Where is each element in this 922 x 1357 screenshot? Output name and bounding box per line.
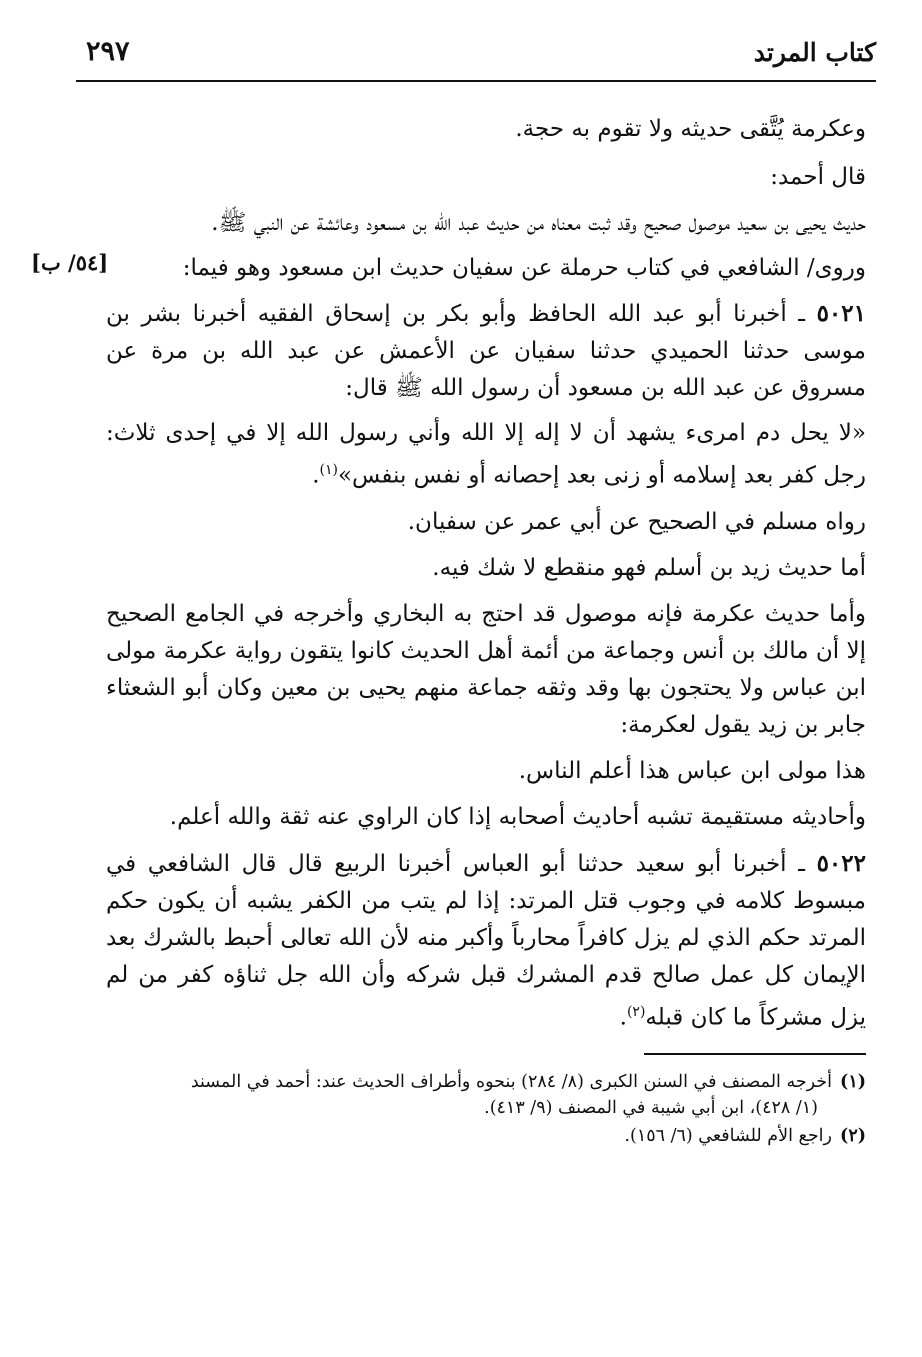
running-header: [76, 36, 876, 82]
footnote-marker-2: (٢): [626, 1003, 646, 1020]
footnote-marker-1: (١): [319, 462, 338, 478]
footnote-line: (١/ ٤٢٨)، ابن أبي شيبة في المصنف (٩/ ٤١٣).: [484, 1098, 818, 1119]
footnote-2: [106, 1123, 866, 1149]
hadith-number: ٥٠٢٢: [816, 849, 866, 877]
chapter-title: كتاب المرتد: [753, 38, 876, 67]
hadith-number: ٥٠٢١: [816, 300, 866, 327]
hadith-5022: ٥٠٢٢ ـ أخبرنا أبو سعيد حدثنا أبو العباس أخبرنا الربيع قال قال الشافعي في مبسوط كلامه في وجوب قتل المرتد: إذا لم يتب من الكفر يشبه أن يكون حكم المرتد حكم الذي لم يزل كافراً محارباً وأكبر منه لأن الله تعالى أحبط بالشرك بعد الإيمان كل عمل صالح قدم المشرك قبل شركه وأن الله جل ثناؤه كفر من لم يزل مشركاً ما كان قبله$^{(٢)}$.: [106, 849, 866, 1031]
footnote-separator: [644, 1053, 866, 1055]
footnotes: [106, 1069, 866, 1149]
hadith-quote: «لا يحل دم امرىء يشهد أن لا إله إلا الله وأني رسول الله إلا في إحدى ثلاث: رجل كفر بعد إسلامه أو زنى بعد إحصانه أو نفس بنفس»$^{(١)}$.: [106, 420, 866, 489]
paragraph-qala-ahmad: قال أحمد:: [770, 164, 866, 190]
paragraph-wa-rawa-text: وروى/ الشافعي في كتاب حرملة عن سفيان حديث ابن مسعود وهو فيما:: [182, 255, 866, 281]
hadith-5021: [106, 295, 866, 407]
main-text: [31, 102, 866, 1149]
hadith-text: ـ أخبرنا أبو سعيد حدثنا أبو العباس أخبرنا الربيع قال قال الشافعي في مبسوط كلامه في وجوب قتل المرتد: إذا لم يتب من الكفر يشبه أن يكون حكم المرتد حكم الذي لم يزل كافراً محارباً وأكبر منه لأن الله تعالى أحبط بالشرك بعد الإيمان كل عمل صالح قدم المشرك قبل شركه وأن الله جل ثناؤه كفر من لم يزل مشركاً ما كان قبله: [106, 850, 866, 1031]
folio-marker: [٥٤/ ب]: [31, 250, 109, 275]
paragraph-zayd: أما حديث زيد بن أسلم فهو منقطع لا شك فيه.: [432, 554, 866, 581]
footnote-line: راجع الأم للشافعي (٦/ ١٥٦).: [624, 1126, 832, 1147]
paragraph-wa-rawa: [31, 250, 866, 287]
quote-text: «لا يحل دم امرىء يشهد أن لا إله إلا الله وأني رسول الله إلا في إحدى ثلاث: رجل كفر بعد إسلامه أو زنى بعد إحصانه أو نفس بنفس»: [106, 420, 866, 489]
footnote-line: أخرجه المصنف في السنن الكبرى (٨/ ٢٨٤) بنحوه وأطراف الحديث عند: أحمد في المسند: [190, 1072, 832, 1093]
paragraph-ikrima-hadith: وأما حديث عكرمة فإنه موصول قد احتج به البخاري وأخرجه في الجامع الصحيح إلا أن مالك بن أنس وجماعة من أئمة أهل الحديث كانوا يتقون رواية عكرمة مولى ابن عباس ولا يحتجون بها وقد وثقه جماعة منهم يحيى بن معين وكان أبو الشعثاء جابر بن زيد يقول لعكرمة:: [106, 600, 866, 738]
paragraph-hadith-yahya: حديث يحيى بن سعيد موصول صحيح وقد ثبت معناه من حديث عبد الله بن مسعود وعائشة عن النبي ﷺ.: [211, 210, 866, 236]
paragraph-ahadithuhu: وأحاديثه مستقيمة تشبه أحاديث أصحابه إذا كان الراوي عنه ثقة والله أعلم.: [169, 803, 866, 830]
page-number: ٢٩٧: [86, 36, 130, 67]
paragraph-ikrima: وعكرمة يُتَّقى حديثه ولا تقوم به حجة.: [515, 116, 866, 142]
footnote-1: [106, 1069, 866, 1121]
footnote-number: (٢): [840, 1126, 866, 1147]
paragraph-muslim: رواه مسلم في الصحيح عن أبي عمر عن سفيان.: [407, 508, 866, 535]
hadith-text: ـ أخبرنا أبو عبد الله الحافظ وأبو بكر بن إسحاق الفقيه أخبرنا بشر بن موسى حدثنا الحميدي حدثنا سفيان عن الأعمش عن عبد الله بن مرة عن مسروق عن عبد الله بن مسعود أن رسول الله ﷺ قال:: [106, 301, 866, 401]
footnote-number: (١): [840, 1072, 866, 1093]
paragraph-mawla: هذا مولى ابن عباس هذا أعلم الناس.: [518, 757, 866, 784]
